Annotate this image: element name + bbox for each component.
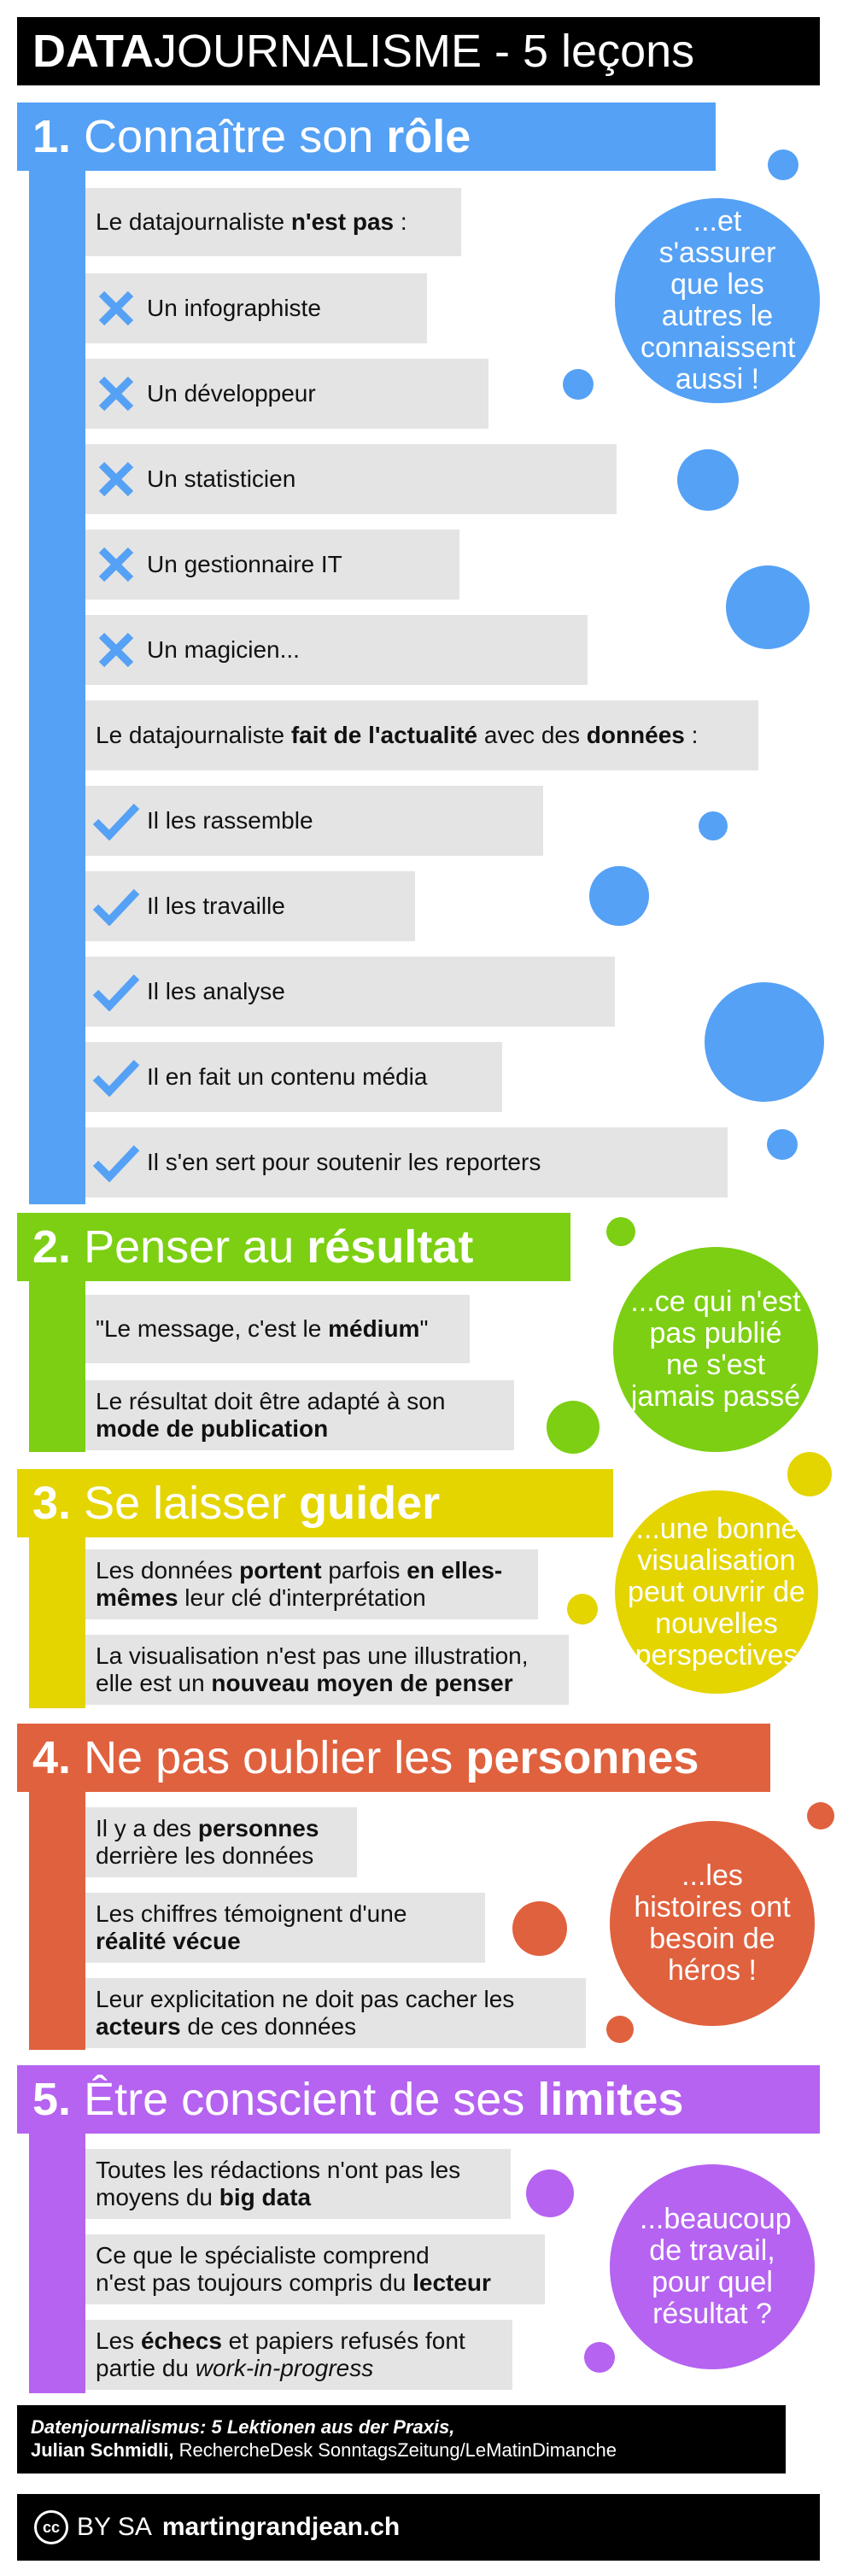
list-item: Il les rassemble xyxy=(85,786,543,856)
list-item: Ce que le spécialiste comprend n'est pas toujours compris du lecteur xyxy=(85,2234,545,2304)
decor-dot xyxy=(589,866,649,926)
list-item: Le résultat doit être adapté à son mode de publication xyxy=(85,1380,514,1450)
decor-dot xyxy=(807,1802,834,1830)
decor-dot xyxy=(726,565,810,649)
page-title: DATAJOURNALISME - 5 leçons xyxy=(17,17,820,85)
decor-dot xyxy=(767,1129,798,1160)
section-4-strip xyxy=(29,1792,85,2050)
check-icon xyxy=(85,1143,147,1182)
section-1-strip xyxy=(29,171,85,1204)
list-item: Leur explicitation ne doit pas cacher les acteurs de ces données xyxy=(85,1978,586,2048)
decor-dot xyxy=(705,982,824,1102)
list-item: Il y a des personnes derrière les données xyxy=(85,1807,357,1877)
creative-commons-icon: cc xyxy=(34,2510,68,2544)
check-icon xyxy=(85,972,147,1011)
list-item: Un gestionnaire IT xyxy=(85,530,459,600)
footer-license: cc BY SA martingrandjean.ch xyxy=(17,2494,820,2561)
section-1-quote-bubble: ...et s'assurer que les autres le connaissent aussi ! xyxy=(615,198,820,403)
list-item: Les chiffres témoignent d'une réalité vécue xyxy=(85,1893,485,1963)
section-2-quote-bubble: ...ce qui n'est pas publié ne s'est jamais passé xyxy=(613,1247,818,1452)
list-item: Il en fait un contenu média xyxy=(85,1042,502,1112)
list-item: Un infographiste xyxy=(85,273,427,343)
list-item: Les données portent parfois en elles-mêmes leur clé d'interprétation xyxy=(85,1549,538,1619)
check-icon xyxy=(85,801,147,840)
cross-icon xyxy=(85,630,147,670)
decor-dot xyxy=(606,1217,635,1246)
decor-dot xyxy=(512,1901,567,1956)
decor-dot xyxy=(606,2016,634,2043)
cross-icon xyxy=(85,289,147,328)
section-5-quote-bubble: ...beaucoup de travail, pour quel résultat ? xyxy=(610,2164,815,2369)
decor-dot xyxy=(787,1452,832,1496)
cross-icon xyxy=(85,545,147,584)
cross-icon xyxy=(85,460,147,499)
list-item: Il les travaille xyxy=(85,871,415,941)
list-item: Un magicien... xyxy=(85,615,588,685)
decor-dot xyxy=(677,449,739,511)
section-1-header: 1. Connaître son rôle xyxy=(17,102,716,171)
decor-dot xyxy=(584,2342,615,2373)
section-5-strip xyxy=(29,2134,85,2393)
list-item: Les échecs et papiers refusés font partie du work-in-progress xyxy=(85,2320,512,2390)
section-4-header: 4. Ne pas oublier les personnes xyxy=(17,1724,770,1792)
check-icon xyxy=(85,887,147,926)
list-item: Un développeur xyxy=(85,359,488,429)
section-3-header: 3. Se laisser guider xyxy=(17,1469,613,1537)
section-3-quote-bubble: ...une bonne visualisation peut ouvrir de nouvelles perspectives xyxy=(615,1490,818,1694)
site-link[interactable]: martingrandjean.ch xyxy=(161,2513,401,2541)
decor-dot xyxy=(768,149,798,180)
section-2-strip xyxy=(29,1281,85,1452)
decor-dot xyxy=(699,811,728,840)
intro-do: Le datajournaliste fait de l'actualité avec des données : xyxy=(85,700,758,770)
check-icon xyxy=(85,1057,147,1097)
intro-not: Le datajournaliste n'est pas : xyxy=(85,188,461,256)
section-2-header: 2. Penser au résultat xyxy=(17,1213,570,1281)
section-3-strip xyxy=(29,1537,85,1708)
decor-dot xyxy=(526,2169,574,2217)
decor-dot xyxy=(563,369,594,400)
source-credit: Datenjournalismus: 5 Lektionen aus der Praxis, Julian Schmidli, RechercheDesk SonntagsZeitung/LeMatinDimanche xyxy=(17,2405,786,2474)
list-item: Il s'en sert pour soutenir les reporters xyxy=(85,1127,728,1197)
section-5-header: 5. Être conscient de ses limites xyxy=(17,2065,820,2134)
cross-icon xyxy=(85,374,147,413)
list-item: Il les analyse xyxy=(85,957,615,1027)
list-item: Toutes les rédactions n'ont pas les moyens du big data xyxy=(85,2149,511,2219)
section-4-quote-bubble: ...les histoires ont besoin de héros ! xyxy=(610,1821,815,2026)
list-item: "Le message, c'est le médium" xyxy=(85,1295,470,1363)
decor-dot xyxy=(547,1401,600,1454)
list-item: Un statisticien xyxy=(85,444,617,514)
decor-dot xyxy=(567,1594,598,1625)
list-item: La visualisation n'est pas une illustration, elle est un nouveau moyen de penser xyxy=(85,1635,569,1705)
